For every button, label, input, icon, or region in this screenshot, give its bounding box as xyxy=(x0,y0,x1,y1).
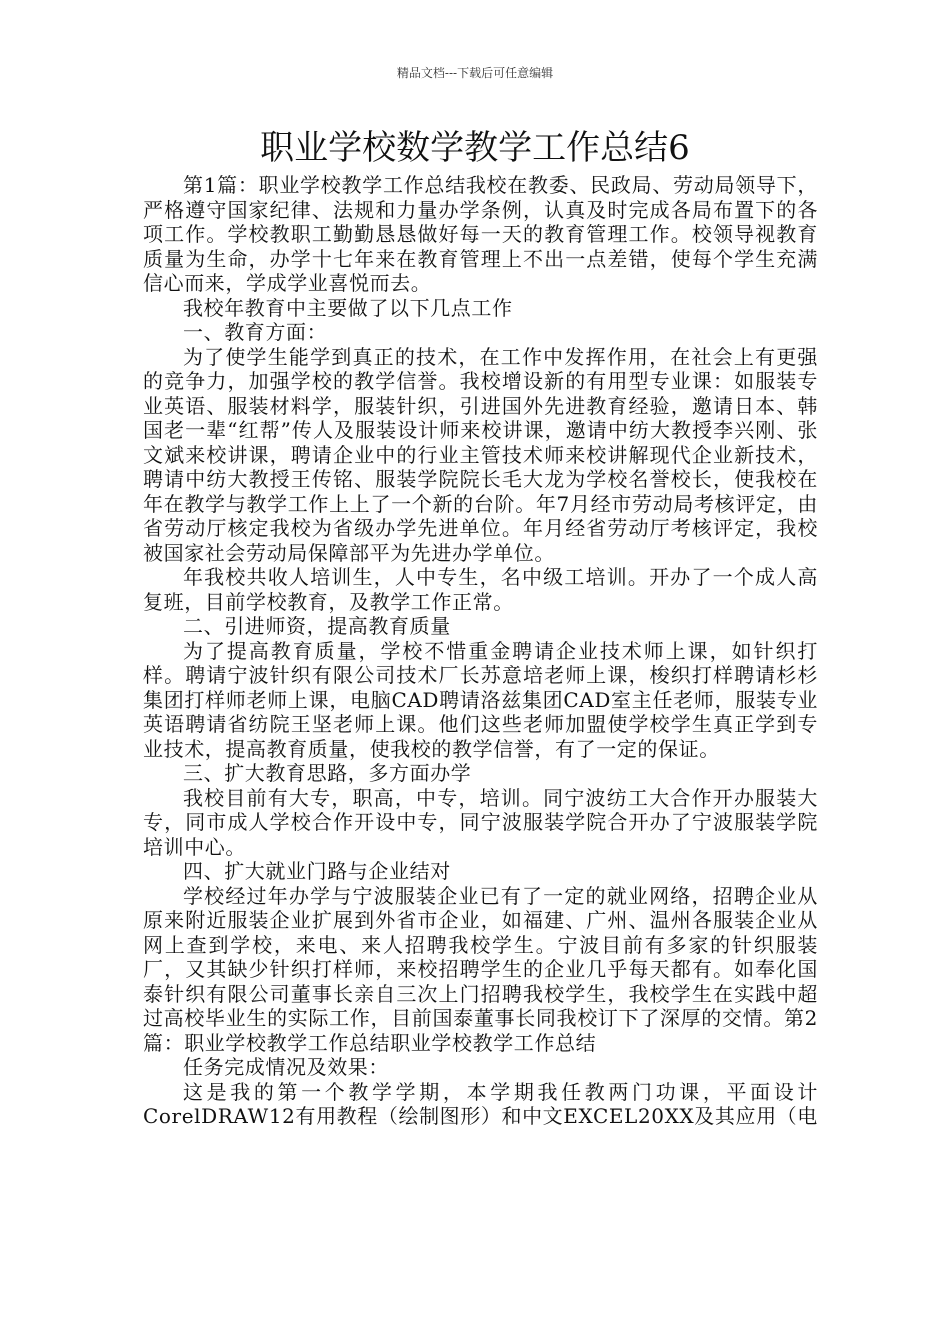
header-note: 精品文档---下载后可任意编辑 xyxy=(396,66,554,80)
section-heading-education: 一、教育方面： xyxy=(183,320,328,344)
section-heading-employment: 四、扩大就业门路与企业结对 xyxy=(183,859,451,883)
document-body xyxy=(143,173,818,1129)
paragraph-7: 学校经过年办学与宁波服装企业已有了一定的就业网络，招聘企业从原来附近服装企业扩展到外省市企业，如福建、广州、温州各服装企业从网上查到学校，来电、来人招聘我校学生。宁波目前有多家的针织服装厂，又其缺少针织打样师，来校招聘学生的企业几乎每天都有。如奉化国泰针织有限公司董事长亲自三次上门招聘我校学生，我校学生在实践中超过高校毕业生的实际工作，目前国泰董事长同我校订下了深厚的交情。第2篇：职业学校教学工作总结职业学校教学工作总结 xyxy=(143,883,818,1055)
paragraph-8: 任务完成情况及效果： xyxy=(183,1055,389,1079)
section-heading-teachers: 二、引进师资，提高教育质量 xyxy=(183,614,451,638)
paragraph-9: 这是我的第一个教学学期，本学期我任教两门功课，平面设计CorelDRAW12有用教程（绘制图形）和中文EXCEL20XX及其应用（电 xyxy=(143,1079,818,1128)
paragraph-3: 为了使学生能学到真正的技术，在工作中发挥作用，在社会上有更强的竞争力，加强学校的教学信誉。我校增设新的有用型专业课：如服装专业英语、服装材料学，服装针织，引进国外先进教育经验，邀请日本、韩国老一辈“红帮”传人及服装设计师来校讲课，邀请中纺大教授李兴刚、张文斌来校讲课，聘请企业中的行业主管技术师来校讲解现代企业新技术，聘请中纺大教授王传铭、服装学院院长毛大龙为学校名誉校长，使我校在年在教学与教学工作上上了一个新的台阶。年7月经市劳动局考核评定，由省劳动厅核定我校为省级办学先进单位。年月经省劳动厅考核评定，我校被国家社会劳动局保障部平为先进办学单位。 xyxy=(143,344,818,565)
paragraph-5: 为了提高教育质量，学校不惜重金聘请企业技术师上课，如针织打样。聘请宁波针织有限公司技术厂长苏意培老师上课，梭织打样聘请杉杉集团打样师老师上课，电脑CAD聘请洛兹集团CAD室主任老师，服装专业英语聘请省纺院王坚老师上课。他们这些老师加盟使学校学生真正学到专业技术，提高教育质量，使我校的教学信誉，有了一定的保证。 xyxy=(143,638,818,761)
paragraph-1: 第1篇：职业学校教学工作总结我校在教委、民政局、劳动局领导下，严格遵守国家纪律、法规和力量办学条例，认真及时完成各局布置下的各项工作。学校教职工勤勤恳恳做好每一天的教育管理工作。校领导视教育质量为生命，办学十七年来在教育管理上不出一点差错，使每个学生充满信心而来，学成学业喜悦而去。 xyxy=(143,173,818,295)
paragraph-6: 我校目前有大专，职高，中专，培训。同宁波纺工大合作开办服装大专，同市成人学校合作开设中专，同宁波服装学院合开办了宁波服装学院培训中心。 xyxy=(143,785,818,859)
section-heading-expansion: 三、扩大教育思路，多方面办学 xyxy=(183,761,472,785)
paragraph-4: 年我校共收人培训生，人中专生，名中级工培训。开办了一个成人高复班，目前学校教育，及教学工作正常。 xyxy=(143,565,818,614)
document-title: 职业学校数学教学工作总结6 xyxy=(260,128,690,168)
paragraph-2: 我校年教育中主要做了以下几点工作 xyxy=(183,295,513,320)
